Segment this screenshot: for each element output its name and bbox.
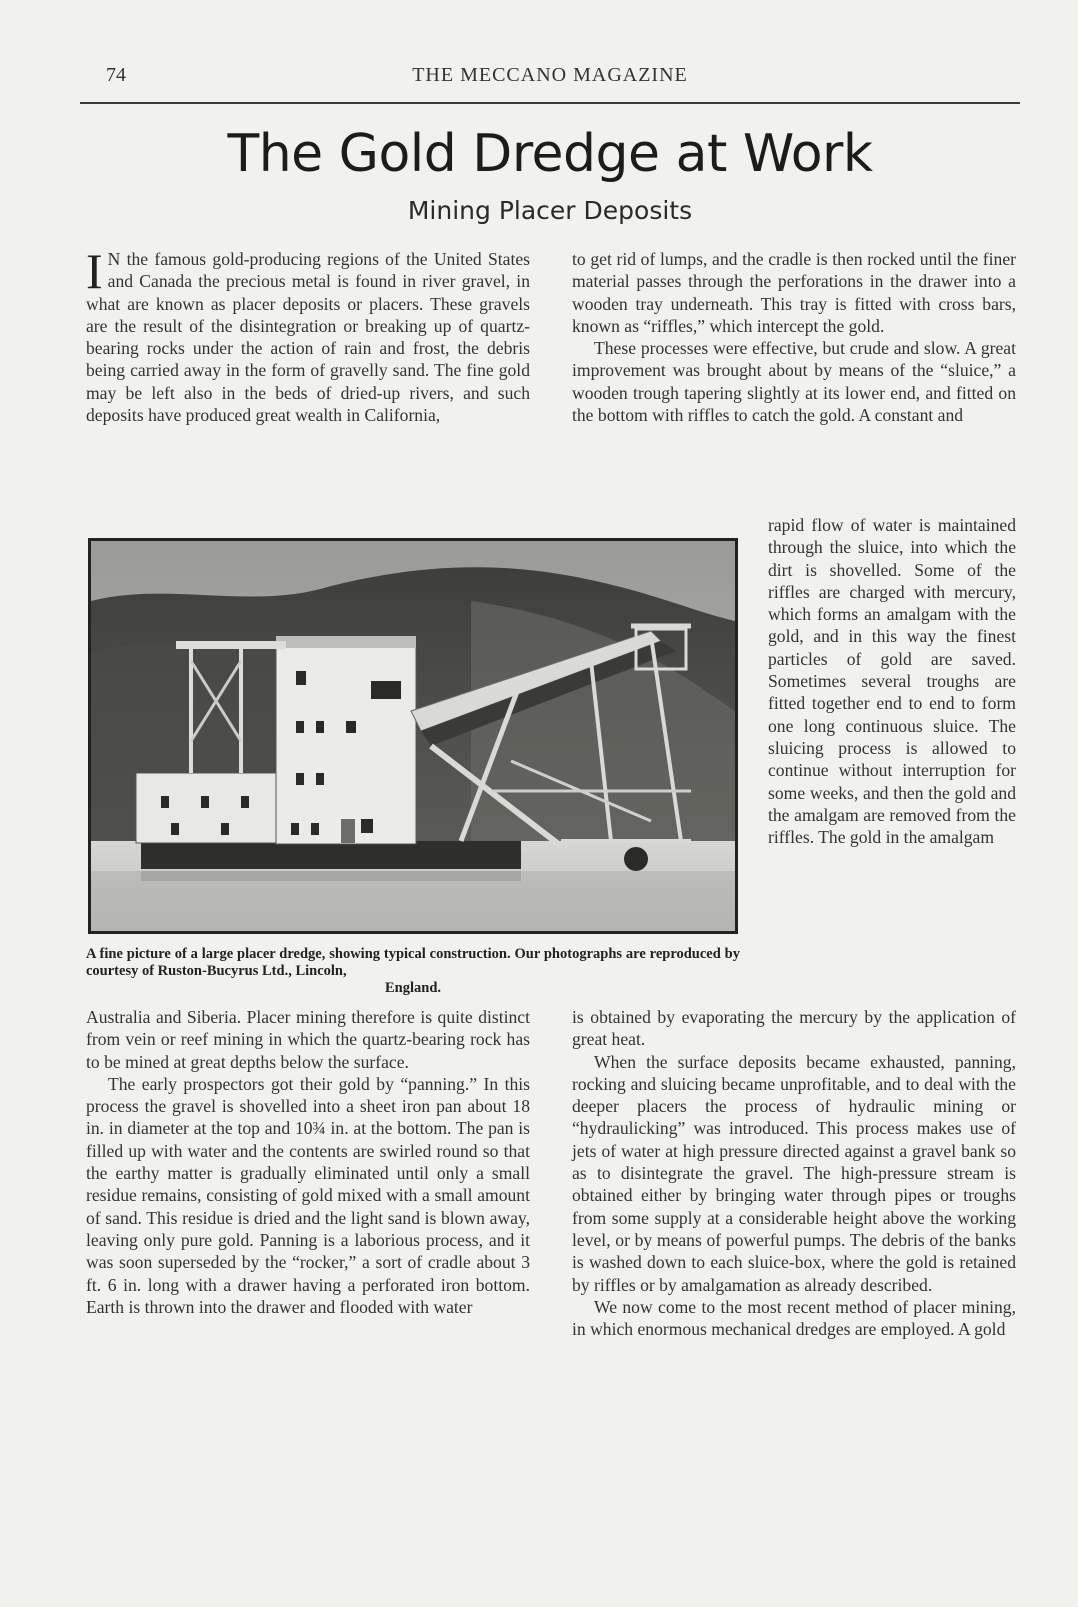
column-left-top bbox=[86, 243, 530, 426]
paragraph: to get rid of lumps, and the cradle is then rocked until the finer material passes through the perforations in the drawer into a wooden tray underneath. This tray is fitted with cross bars, known as “riffles,” which intercept the gold. bbox=[572, 249, 1016, 336]
dredge-photograph bbox=[88, 538, 738, 934]
paragraph: Australia and Siberia. Placer mining therefore is quite distinct from vein or reef mining in which the quartz-bearing rock has to be mined at great depths below the surface. bbox=[86, 1007, 530, 1072]
paragraph: We now come to the most recent method of placer mining, in which enormous mechanical dredges are employed. A gold bbox=[572, 1296, 1016, 1340]
dredge-illustration bbox=[91, 541, 735, 931]
running-title: THE MECCANO MAGAZINE bbox=[412, 64, 688, 86]
article-subtitle: Mining Placer Deposits bbox=[407, 196, 693, 225]
paragraph: is obtained by evaporating the mercury by the application of great heat. bbox=[572, 1007, 1016, 1050]
photo-caption bbox=[86, 946, 740, 997]
column-right-top bbox=[572, 248, 1016, 426]
paragraph: rapid flow of water is maintained through the sluice, into which the dirt is shovelled. Some of the riffles are charged with mercury, which forms an amalgam with the gold, and in this way the finest particles of gold are saved. Sometimes several troughs are fitted together end to end to form one long continuous sluice. The sluicing process is allowed to continue without interruption for some weeks, and then the gold and the amalgam are removed from the riffles. The gold in the amalgam bbox=[768, 515, 1016, 848]
column-right-bottom bbox=[572, 1006, 1016, 1340]
paragraph-intro bbox=[86, 243, 530, 426]
caption-text: A fine picture of a large placer dredge, showing typical construction. Our photographs are reproduced by courtesy of Ruston-Bucyrus Ltd., Lincoln, bbox=[86, 946, 740, 979]
article-title: The Gold Dredge at Work bbox=[227, 124, 873, 184]
paragraph: The early prospectors got their gold by “panning.” In this process the gravel is shovelled into a sheet iron pan about 18 in. in diameter at the top and 10¾ in. at the bottom. The pan is filled up with water and the contents are swirled round so that the earthy matter is gradually eliminated until only a small residue remains, consisting of gold mixed with a small amount of sand. This residue is dried and the light sand is blown away, leaving only pure gold. Panning is a laborious process, and it was soon superseded by the “rocker,” a sort of cradle about 3 ft. 6 in. long with a drawer having a perforated iron bottom. Earth is thrown into the drawer and flooded with water bbox=[86, 1073, 530, 1317]
drop-cap: I bbox=[86, 243, 103, 299]
column-left-bottom bbox=[86, 1006, 530, 1318]
paragraph: When the surface deposits became exhausted, panning, rocking and sluicing became unprofitable, and to deal with the deeper placers the process of hydraulic mining or “hydraulicking” was introduced. This process makes use of jets of water at high pressure directed against a gravel bank so as to disintegrate the gravel. The high-pressure stream is obtained either by bringing water through pipes or troughs from some supply at a considerable height above the working level, or by means of powerful pumps. The debris of the banks is washed down to each sluice-box, where the gold is retained by riffles or by amalgamation as already described. bbox=[572, 1051, 1016, 1295]
paragraph: These processes were effective, but crude and slow. A great improvement was brought about by means of the “sluice,” a wooden trough tapering slightly at its lower end, and fitted on the bottom with riffles to catch the gold. A constant and bbox=[572, 338, 1016, 426]
page-header bbox=[80, 62, 1020, 104]
caption-text-end: England. bbox=[384, 980, 442, 996]
column-right-narrow bbox=[768, 514, 1016, 848]
page-number: 74 bbox=[106, 64, 126, 86]
intro-text: N the famous gold-producing regions of the United States and Canada the precious metal is found in river gravel, in what are known as placer deposits or placers. These gravels are the result of the disintegration or breaking up of quartz-bearing rocks under the action of rain and frost, the debris being carried away in the form of gravelly sand. The fine gold may be left also in the beds of dried-up rivers, and such deposits have produced great wealth in California, bbox=[86, 249, 530, 426]
